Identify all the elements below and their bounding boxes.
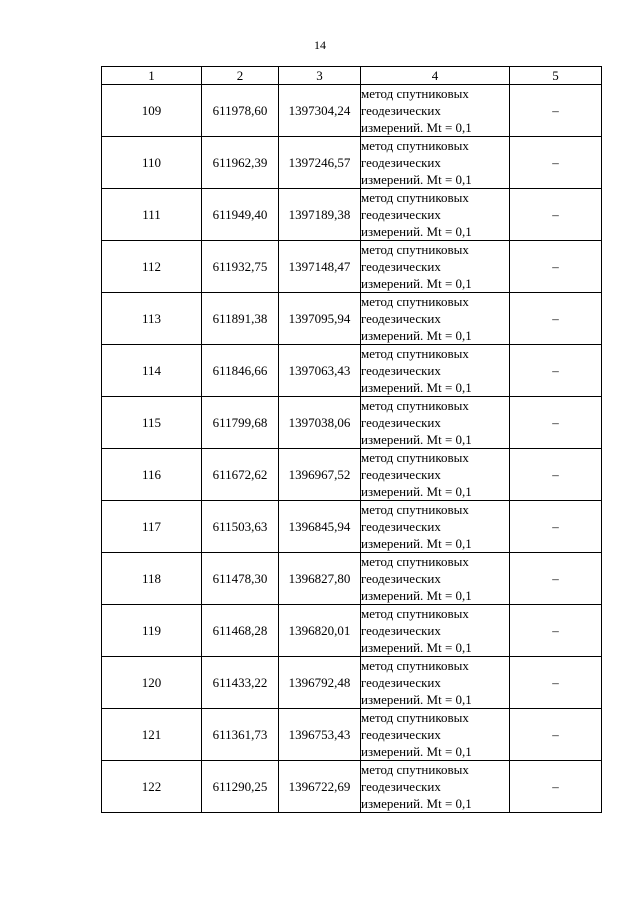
x-coordinate-cell: 611478,30 [202, 553, 279, 605]
y-coordinate-cell: 1397246,57 [279, 137, 361, 189]
method-cell [361, 241, 510, 293]
column-header-1: 1 [102, 67, 202, 85]
method-text-line: измерений. Mt = 0,1 [361, 640, 472, 655]
method-text-line: метод спутниковых [361, 502, 469, 517]
method-cell [361, 709, 510, 761]
method-text-line: метод спутниковых [361, 450, 469, 465]
method-text-line: измерений. Mt = 0,1 [361, 380, 472, 395]
method-text-line: геодезических [361, 363, 441, 378]
point-number-cell: 112 [102, 241, 202, 293]
column-5-cell: – [510, 241, 602, 293]
x-coordinate-cell: 611978,60 [202, 85, 279, 137]
method-text-line: геодезических [361, 415, 441, 430]
column-5-cell: – [510, 449, 602, 501]
column-5-cell: – [510, 397, 602, 449]
y-coordinate-cell: 1397095,94 [279, 293, 361, 345]
column-5-cell: – [510, 657, 602, 709]
point-number-cell: 121 [102, 709, 202, 761]
x-coordinate-cell: 611949,40 [202, 189, 279, 241]
method-cell [361, 137, 510, 189]
table-row [102, 137, 602, 189]
method-text-line: геодезических [361, 623, 441, 638]
method-cell [361, 345, 510, 397]
method-text-line: метод спутниковых [361, 346, 469, 361]
point-number-cell: 117 [102, 501, 202, 553]
point-number-cell: 122 [102, 761, 202, 813]
point-number-cell: 115 [102, 397, 202, 449]
method-text-line: метод спутниковых [361, 658, 469, 673]
method-text-line: измерений. Mt = 0,1 [361, 432, 472, 447]
method-text-line: измерений. Mt = 0,1 [361, 328, 472, 343]
table-body [102, 85, 602, 813]
table-row [102, 293, 602, 345]
method-text-line: измерений. Mt = 0,1 [361, 692, 472, 707]
column-5-cell: – [510, 189, 602, 241]
method-text-line: метод спутниковых [361, 190, 469, 205]
x-coordinate-cell: 611962,39 [202, 137, 279, 189]
method-cell [361, 397, 510, 449]
method-text-line: геодезических [361, 103, 441, 118]
table-row [102, 761, 602, 813]
y-coordinate-cell: 1396722,69 [279, 761, 361, 813]
method-cell [361, 293, 510, 345]
point-number-cell: 110 [102, 137, 202, 189]
method-text-line: метод спутниковых [361, 86, 469, 101]
method-text-line: измерений. Mt = 0,1 [361, 536, 472, 551]
method-text-line: метод спутниковых [361, 554, 469, 569]
column-header-2: 2 [202, 67, 279, 85]
method-text-line: геодезических [361, 675, 441, 690]
y-coordinate-cell: 1396753,43 [279, 709, 361, 761]
table-row [102, 501, 602, 553]
method-text-line: измерений. Mt = 0,1 [361, 588, 472, 603]
point-number-cell: 109 [102, 85, 202, 137]
method-text-line: метод спутниковых [361, 398, 469, 413]
x-coordinate-cell: 611433,22 [202, 657, 279, 709]
x-coordinate-cell: 611361,73 [202, 709, 279, 761]
y-coordinate-cell: 1397063,43 [279, 345, 361, 397]
method-text-line: метод спутниковых [361, 294, 469, 309]
x-coordinate-cell: 611891,38 [202, 293, 279, 345]
table-row [102, 657, 602, 709]
table-row [102, 709, 602, 761]
y-coordinate-cell: 1396845,94 [279, 501, 361, 553]
column-header-4: 4 [361, 67, 510, 85]
method-text-line: метод спутниковых [361, 762, 469, 777]
method-cell [361, 449, 510, 501]
method-text-line: измерений. Mt = 0,1 [361, 744, 472, 759]
method-text-line: геодезических [361, 259, 441, 274]
method-cell [361, 553, 510, 605]
method-text-line: геодезических [361, 571, 441, 586]
method-text-line: геодезических [361, 311, 441, 326]
table-row [102, 605, 602, 657]
column-header-3: 3 [279, 67, 361, 85]
method-text-line: измерений. Mt = 0,1 [361, 120, 472, 135]
method-text-line: метод спутниковых [361, 606, 469, 621]
y-coordinate-cell: 1396792,48 [279, 657, 361, 709]
y-coordinate-cell: 1397038,06 [279, 397, 361, 449]
column-5-cell: – [510, 137, 602, 189]
point-number-cell: 113 [102, 293, 202, 345]
table-row [102, 241, 602, 293]
x-coordinate-cell: 611468,28 [202, 605, 279, 657]
table-row [102, 553, 602, 605]
method-text-line: геодезических [361, 779, 441, 794]
method-text-line: измерений. Mt = 0,1 [361, 276, 472, 291]
method-text-line: измерений. Mt = 0,1 [361, 172, 472, 187]
coordinates-table [101, 66, 602, 813]
point-number-cell: 120 [102, 657, 202, 709]
table-row [102, 85, 602, 137]
method-text-line: геодезических [361, 207, 441, 222]
point-number-cell: 118 [102, 553, 202, 605]
page-number: 14 [314, 38, 326, 52]
y-coordinate-cell: 1396827,80 [279, 553, 361, 605]
y-coordinate-cell: 1397189,38 [279, 189, 361, 241]
y-coordinate-cell: 1396967,52 [279, 449, 361, 501]
y-coordinate-cell: 1397304,24 [279, 85, 361, 137]
method-text-line: измерений. Mt = 0,1 [361, 796, 472, 811]
method-text-line: геодезических [361, 727, 441, 742]
method-cell [361, 605, 510, 657]
table-row [102, 345, 602, 397]
method-cell [361, 189, 510, 241]
method-cell [361, 761, 510, 813]
point-number-cell: 119 [102, 605, 202, 657]
point-number-cell: 111 [102, 189, 202, 241]
method-cell [361, 85, 510, 137]
x-coordinate-cell: 611846,66 [202, 345, 279, 397]
table-header-row [102, 67, 602, 85]
x-coordinate-cell: 611672,62 [202, 449, 279, 501]
method-text-line: метод спутниковых [361, 242, 469, 257]
column-5-cell: – [510, 553, 602, 605]
method-text-line: метод спутниковых [361, 138, 469, 153]
column-5-cell: – [510, 293, 602, 345]
column-5-cell: – [510, 501, 602, 553]
method-cell [361, 657, 510, 709]
table-row [102, 449, 602, 501]
y-coordinate-cell: 1397148,47 [279, 241, 361, 293]
y-coordinate-cell: 1396820,01 [279, 605, 361, 657]
method-text-line: метод спутниковых [361, 710, 469, 725]
column-5-cell: – [510, 85, 602, 137]
method-text-line: геодезических [361, 155, 441, 170]
method-cell [361, 501, 510, 553]
x-coordinate-cell: 611932,75 [202, 241, 279, 293]
x-coordinate-cell: 611799,68 [202, 397, 279, 449]
table-row [102, 397, 602, 449]
method-text-line: геодезических [361, 519, 441, 534]
x-coordinate-cell: 611503,63 [202, 501, 279, 553]
point-number-cell: 116 [102, 449, 202, 501]
method-text-line: измерений. Mt = 0,1 [361, 484, 472, 499]
x-coordinate-cell: 611290,25 [202, 761, 279, 813]
table-row [102, 189, 602, 241]
point-number-cell: 114 [102, 345, 202, 397]
column-5-cell: – [510, 761, 602, 813]
column-5-cell: – [510, 345, 602, 397]
column-5-cell: – [510, 709, 602, 761]
method-text-line: измерений. Mt = 0,1 [361, 224, 472, 239]
column-5-cell: – [510, 605, 602, 657]
method-text-line: геодезических [361, 467, 441, 482]
column-header-5: 5 [510, 67, 602, 85]
